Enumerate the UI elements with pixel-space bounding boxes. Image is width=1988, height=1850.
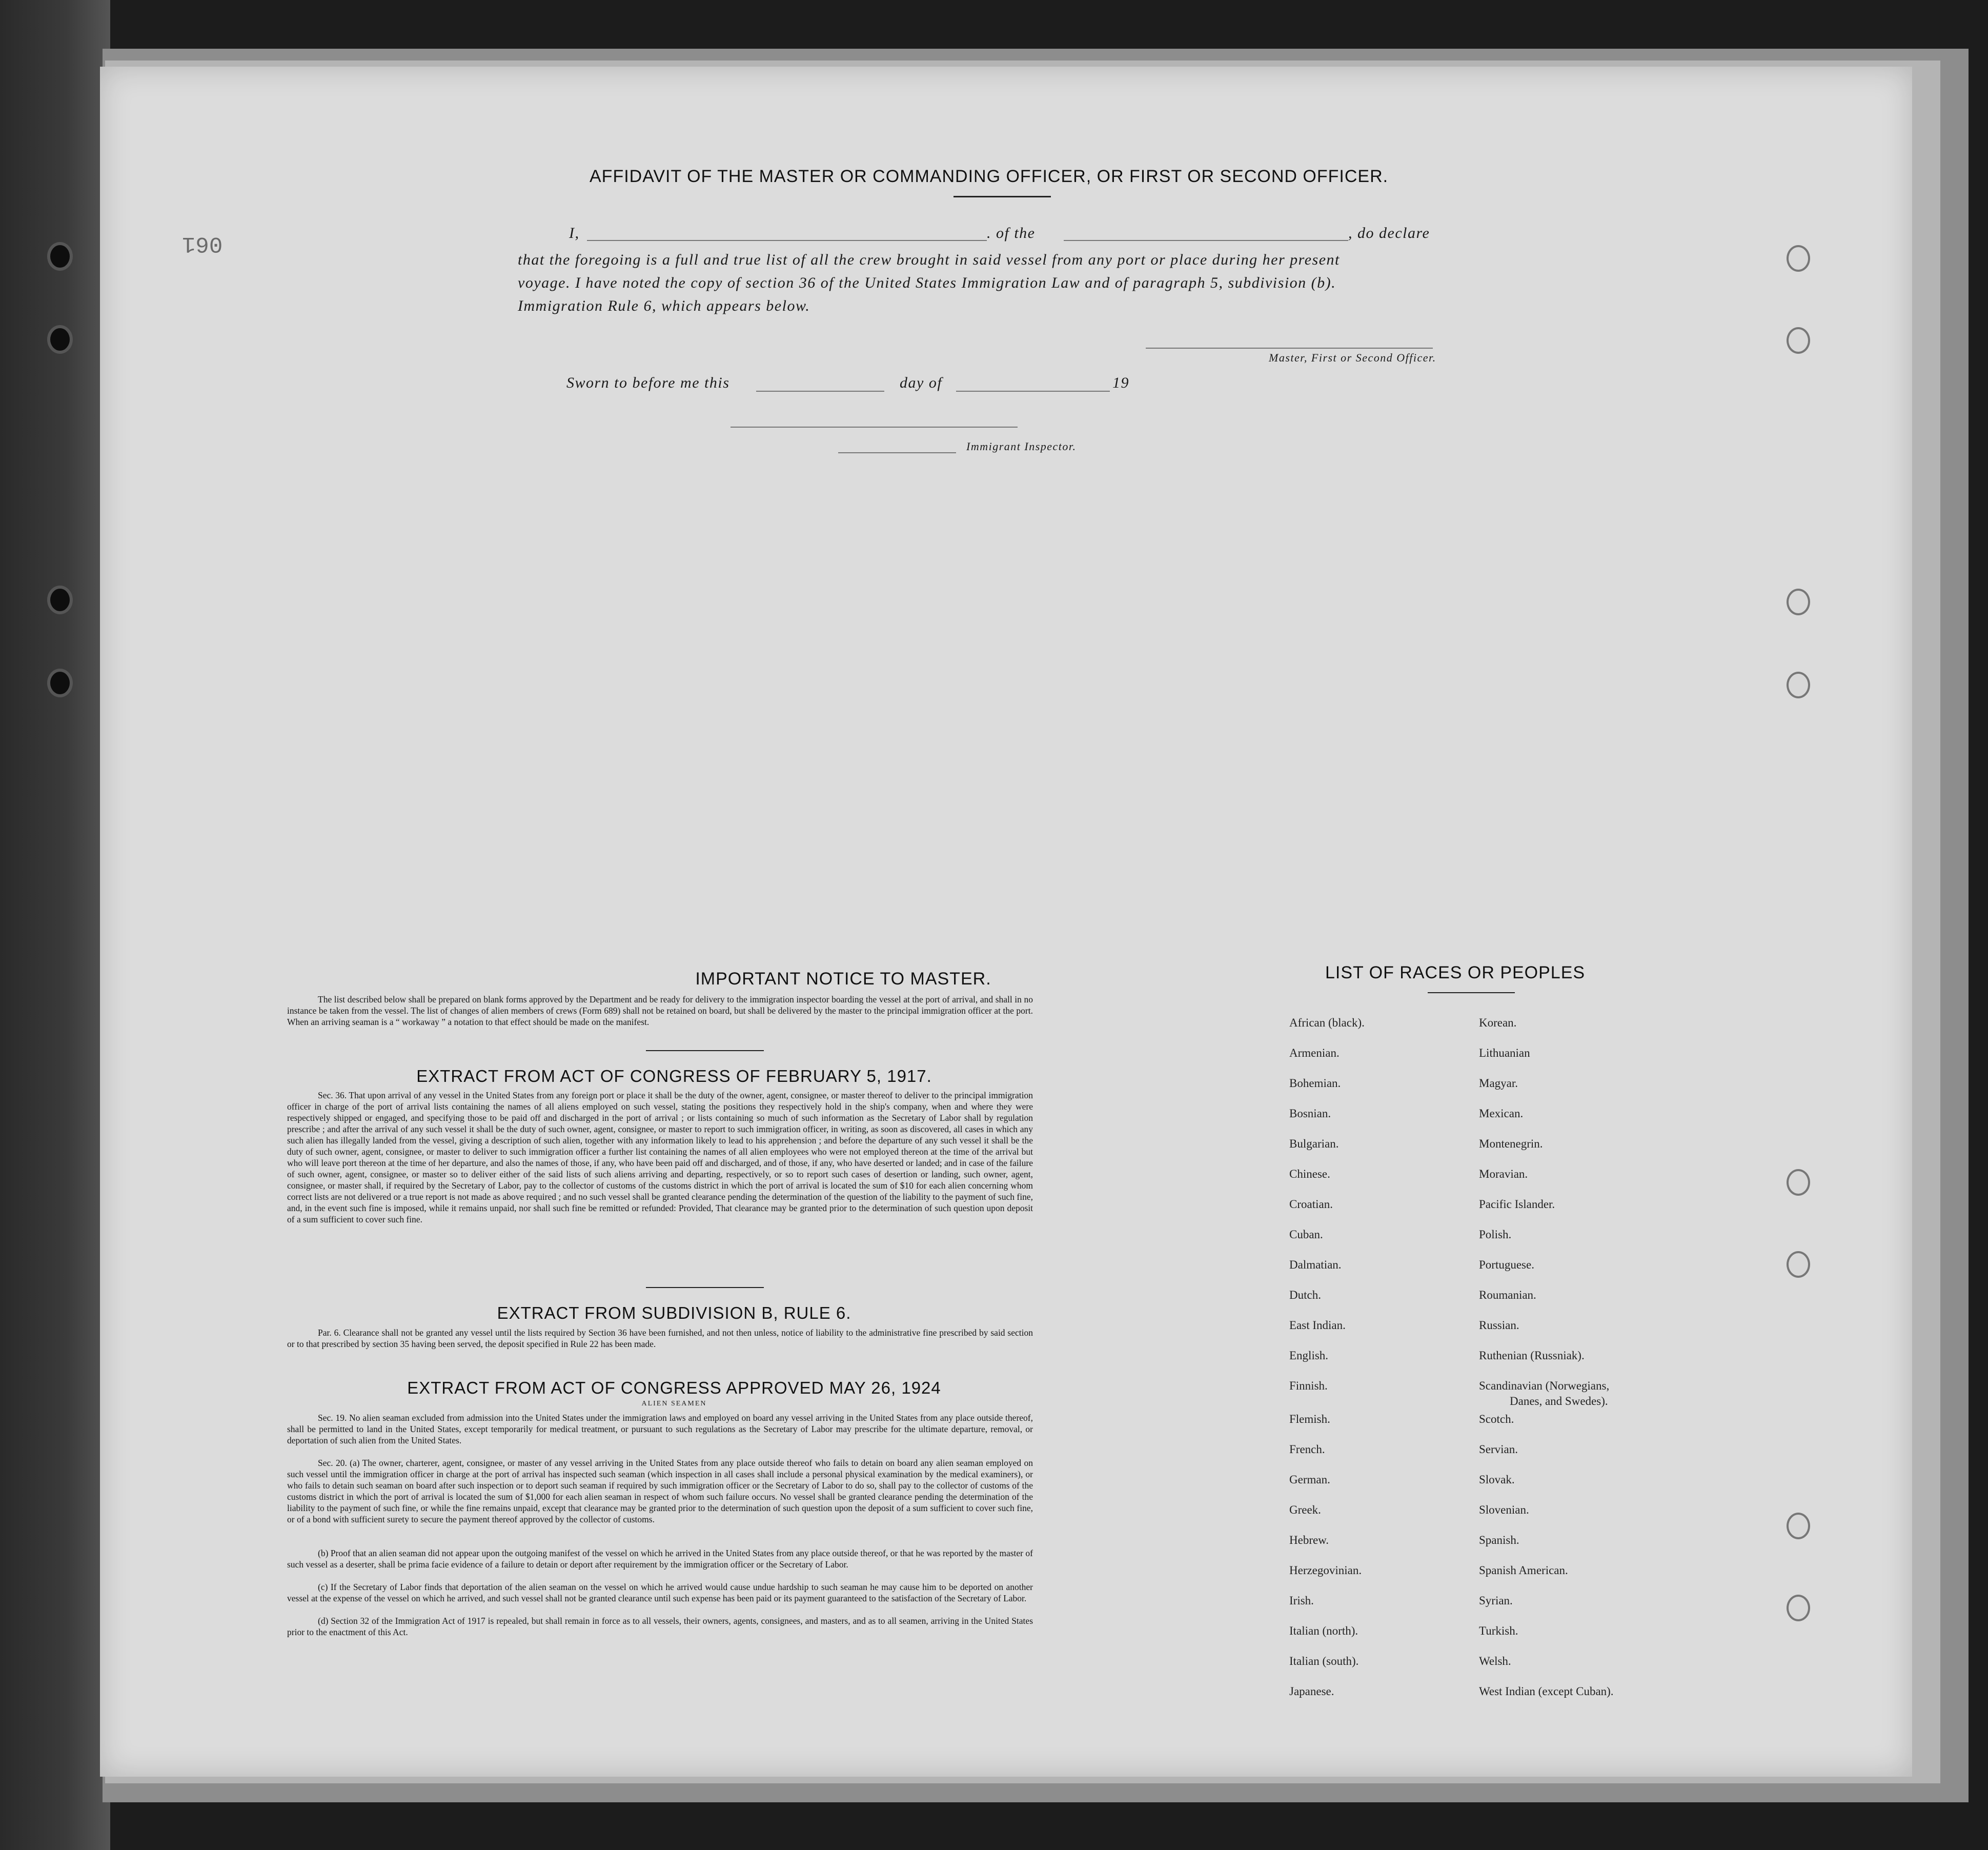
- race-item: Japanese.: [1289, 1685, 1334, 1698]
- race-item: German.: [1289, 1473, 1330, 1486]
- race-item: Herzegovinian.: [1289, 1564, 1362, 1577]
- signature-line: [1146, 348, 1433, 349]
- punch-hole: [1787, 672, 1810, 698]
- punch-hole: [1787, 1251, 1810, 1278]
- race-item: Bosnian.: [1289, 1107, 1331, 1120]
- race-item: Dalmatian.: [1289, 1258, 1342, 1271]
- punch-hole: [1787, 1595, 1810, 1621]
- race-item: West Indian (except Cuban).: [1479, 1685, 1614, 1698]
- race-item: Turkish.: [1479, 1624, 1518, 1637]
- race-item: Russian.: [1479, 1319, 1519, 1332]
- race-item: Roumanian.: [1479, 1289, 1536, 1301]
- extract3-title: EXTRACT FROM ACT OF CONGRESS APPROVED MAY 26, 1924: [407, 1378, 941, 1397]
- affidavit-line1-mid: . of the: [987, 225, 1036, 242]
- section-divider: [646, 1050, 764, 1051]
- notice-body: The list described below shall be prepared on blank forms approved by the Department and be ready for delivery to the immigration inspector boarding the vessel at the port of arrival, and shall in no instance be taken from the vessel. The list of changes of alien members of crews (Form 689) shall not be retained on board, but shall be delivered by the master to the principal immigration officer at the port. When an arriving seaman is a “ workaway ” a notation to that effect should be made on the manifest.: [287, 994, 1033, 1027]
- extract3-sec20d: (d) Section 32 of the Immigration Act of 1917 is repealed, but shall remain in force as to all vessels, their owners, agents, consignees, and masters, and as to all seamen, arriving in the United States prior to the enactment of this Act.: [287, 1616, 1033, 1637]
- race-item: Finnish.: [1289, 1379, 1328, 1392]
- extract3-sec20b: (b) Proof that an alien seaman did not appear upon the outgoing manifest of the vessel on which he arrived in the United States from any place outside thereof, or that he was reported by the master of such vessel as a deserter, shall be prima facie evidence of a failure to detain or deport after requirement by the immigration officer or the Secretary of Labor.: [287, 1548, 1033, 1570]
- manifest-page: [100, 67, 1912, 1777]
- race-item: Pacific Islander.: [1479, 1198, 1555, 1211]
- race-item: Spanish.: [1479, 1534, 1519, 1546]
- race-item: Bohemian.: [1289, 1077, 1341, 1090]
- punch-hole: [50, 672, 70, 694]
- extract3-sec19: Sec. 19. No alien seaman excluded from admission into the United States under the immigration laws and employed on board any vessel arriving in the United States from any place outside thereof, shall be permitted to land in the United States, except temporarily for medical treatment, or pursuant to such regulations as the Secretary of Labor may prescribe for the ultimate departure, removal, or deportation of such alien from the United States.: [287, 1413, 1033, 1445]
- race-item: Scandinavian (Norwegians,: [1479, 1379, 1610, 1392]
- punch-hole: [50, 245, 70, 268]
- inspector-label: Immigrant Inspector.: [966, 440, 1077, 453]
- section-divider: [646, 1287, 764, 1288]
- punch-hole: [50, 328, 70, 351]
- affidavit-line2: that the foregoing is a full and true list of all the crew brought in said vessel from any port or place during her present: [518, 251, 1340, 268]
- affidavit-line1-end: , do declare: [1348, 225, 1430, 242]
- race-item: Bulgarian.: [1289, 1137, 1339, 1150]
- name-blank: [587, 240, 987, 241]
- race-item: Spanish American.: [1479, 1564, 1568, 1577]
- race-item: Italian (south).: [1289, 1655, 1359, 1667]
- sworn-start: Sworn to before me this: [566, 374, 730, 391]
- race-item: Croatian.: [1289, 1198, 1333, 1211]
- punch-hole: [1787, 1513, 1810, 1539]
- race-item: Magyar.: [1479, 1077, 1518, 1090]
- race-item: Dutch.: [1289, 1289, 1321, 1301]
- race-item: Slovak.: [1479, 1473, 1515, 1486]
- race-item: Cuban.: [1289, 1228, 1323, 1241]
- inspector-line: [731, 427, 1018, 428]
- punch-hole: [1787, 245, 1810, 272]
- race-item: Montenegrin.: [1479, 1137, 1543, 1150]
- race-item: Scotch.: [1479, 1413, 1514, 1425]
- race-item: Hebrew.: [1289, 1534, 1329, 1546]
- binder-strip: [0, 0, 110, 1850]
- extract1-title: EXTRACT FROM ACT OF CONGRESS OF FEBRUARY 5, 1917.: [416, 1067, 932, 1085]
- races-title: LIST OF RACES OR PEOPLES: [1325, 963, 1586, 982]
- race-item: Syrian.: [1479, 1594, 1513, 1607]
- extract2-title: EXTRACT FROM SUBDIVISION B, RULE 6.: [497, 1303, 851, 1322]
- race-item: Lithuanian: [1479, 1047, 1530, 1059]
- race-item: Portuguese.: [1479, 1258, 1534, 1271]
- races-divider: [1428, 992, 1515, 993]
- race-item-continuation: Danes, and Swedes).: [1510, 1395, 1608, 1407]
- extract3-sec20a: Sec. 20. (a) The owner, charterer, agent, consignee, or master of any vessel arriving in the United States from any place outside thereof who fails to detain on board any alien seaman employed on such vessel until the immigration officer in charge at the port of arrival has inspected such seaman (which inspection in all cases shall include a personal physical examination by the medical examiners), or who fails to detain such seaman on board after such inspection or to deport such seaman if required by such immigration officer or the Secretary of Labor to do so, shall pay to the collector of customs of the customs district in which the port of arrival is located the sum of $1,000 for each alien seaman in respect of whom such failure occurs. No vessel shall be granted clearance pending the determination of the liability to the payment of such fine, or while the fine remains unpaid, except that clearance may be granted prior to the determination of such question upon the deposit of a sum sufficient to cover such fine, or of a bond with sufficient surety to secure the payment thereof approved by the collector of customs.: [287, 1458, 1033, 1524]
- extract1-body: Sec. 36. That upon arrival of any vessel in the United States from any foreign port or place it shall be the duty of the owner, agent, consignee, or master thereof to deliver to the principal immigration officer in charge of the port of arrival lists containing the names of all aliens employed on such vessel, stating the positions they respectively hold in the ship's company, when and where they were respectively shipped or engaged, and specifying those to be paid off and discharged in the port of arrival ; or lists containing so much of such information as the Secretary of Labor shall by regulation prescribe ; and after the arrival of any such vessel it shall be the duty of such owner, agent, consignee, or master to report to such immigration officer, in writing, as soon as discovered, all cases in which any such alien has illegally landed from the vessel, giving a description of such alien, together with any information likely to lead to his apprehension ; and before the departure of any such vessel it shall be the duty of such owner, agent, consignee, or master to deliver to such immigration officer a further list containing the names of all alien employees who were not employed thereon at the time of the arrival but who will leave port thereon at the time of her departure, and also the names of those, if any, who have been paid off and discharged, and of those, if any, who have deserted or landed; and in case of the failure of such owner, agent, consignee, or master so to deliver either of the said lists of such aliens arriving and departing, respectively, or so to report such cases of desertion or landing, such owner, agent, consignee, or master shall, if required by the Secretary of Labor, pay to the collector of customs of the customs district in which the port of arrival is located the sum of $10 for each alien concerning whom correct lists are not delivered or a true report is not made as above required ; and no such vessel shall be granted clearance pending the determination of the question of the liability to the payment of such fine, and, in the event such fine is imposed, while it remains unpaid, nor shall such fine be remitted or refunded: Provided, That clearance may be granted prior to the determination of such question upon deposit of a sum sufficient to cover such fine.: [287, 1090, 1033, 1224]
- race-item: Ruthenian (Russniak).: [1479, 1349, 1585, 1362]
- punch-hole: [1787, 589, 1810, 615]
- margin-number: 061: [182, 231, 223, 256]
- notice-title: IMPORTANT NOTICE TO MASTER.: [695, 969, 991, 989]
- extract3-sec20c: (c) If the Secretary of Labor finds that deportation of the alien seaman on the vessel on which he arrived would cause undue hardship to such seaman he may cause him to be deported on another vessel at the expense of the vessel on which he arrived, and such vessel shall not be granted clearance until such expense has been paid or its payment guaranteed to the satisfaction of the Secretary of Labor.: [287, 1582, 1033, 1603]
- punch-hole: [1787, 327, 1810, 354]
- race-item: Armenian.: [1289, 1047, 1340, 1059]
- race-item: Polish.: [1479, 1228, 1512, 1241]
- month-blank: [956, 391, 1110, 392]
- race-item: Servian.: [1479, 1443, 1518, 1456]
- affidavit-line1-start: I,: [569, 225, 580, 242]
- race-item: English.: [1289, 1349, 1329, 1362]
- race-item: Chinese.: [1289, 1168, 1330, 1180]
- extract3-subtitle: ALIEN SEAMEN: [641, 1400, 707, 1407]
- punch-hole: [1787, 1169, 1810, 1196]
- title-divider: [954, 196, 1051, 197]
- race-item: Italian (north).: [1289, 1624, 1358, 1637]
- race-item: Greek.: [1289, 1503, 1321, 1516]
- race-item: East Indian.: [1289, 1319, 1346, 1332]
- signature-label: Master, First or Second Officer.: [1269, 351, 1436, 364]
- sworn-year: 19: [1112, 374, 1129, 391]
- race-item: Moravian.: [1479, 1168, 1528, 1180]
- affidavit-title: AFFIDAVIT OF THE MASTER OR COMMANDING OFFICER, OR FIRST OR SECOND OFFICER.: [590, 167, 1389, 186]
- affidavit-line3: voyage. I have noted the copy of section 36 of the United States Immigration Law and of paragraph 5, subdivision (b).: [518, 274, 1336, 291]
- day-blank: [756, 391, 884, 392]
- race-item: Korean.: [1479, 1016, 1517, 1029]
- affidavit-line4: Immigration Rule 6, which appears below.: [518, 297, 810, 314]
- race-item: Slovenian.: [1479, 1503, 1529, 1516]
- race-item: Flemish.: [1289, 1413, 1330, 1425]
- sworn-day: day of: [900, 374, 943, 391]
- race-item: Mexican.: [1479, 1107, 1524, 1120]
- race-item: Irish.: [1289, 1594, 1314, 1607]
- extract2-body: Par. 6. Clearance shall not be granted any vessel until the lists required by Section 36 have been furnished, and not then unless, notice of liability to the administrative fine prescribed by said section or to that prescribed by section 35 having been served, the deposit specified in Rule 22 has been made.: [287, 1328, 1033, 1349]
- inspector-line-2: [838, 452, 956, 453]
- punch-hole: [50, 589, 70, 611]
- race-item: French.: [1289, 1443, 1325, 1456]
- vessel-blank: [1064, 240, 1348, 241]
- race-item: African (black).: [1289, 1016, 1365, 1029]
- race-item: Welsh.: [1479, 1655, 1511, 1667]
